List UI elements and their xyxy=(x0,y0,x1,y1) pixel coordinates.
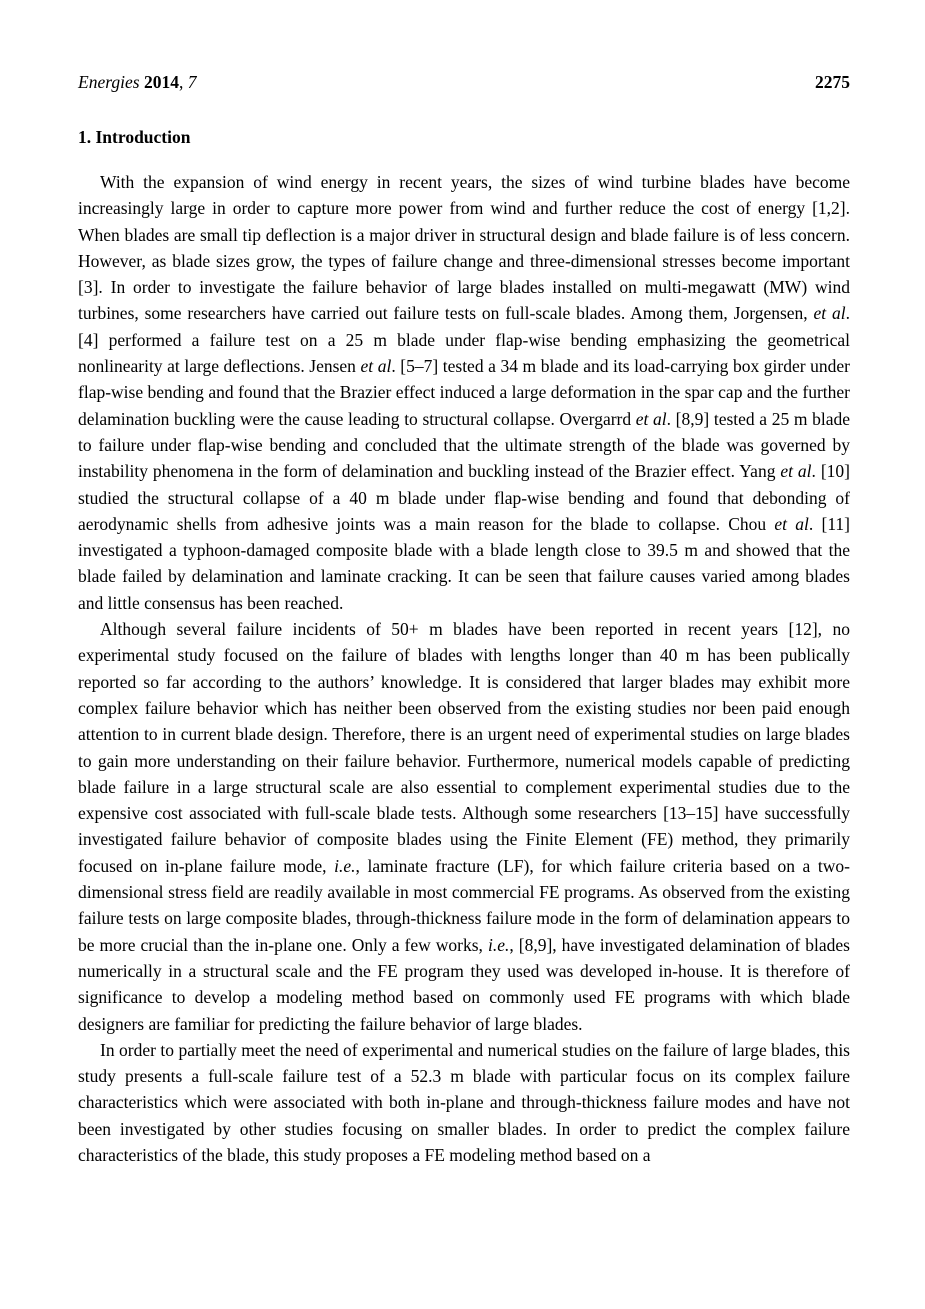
italic-text-run: et al xyxy=(774,513,809,534)
italic-text-run: et al xyxy=(635,408,667,429)
italic-text-run: et al xyxy=(780,461,812,482)
journal-reference xyxy=(78,72,196,92)
text-run: . [8,9] tested a 25 m blade to failure under flap-wise bending and concluded that the ultimate strength of the blade was governed by instability phenomena in the form of delamination and buckling instead of the Brazier effect. Yang xyxy=(78,408,850,482)
paragraph xyxy=(78,1037,850,1168)
section-heading: 1. Introduction xyxy=(78,127,191,147)
text-run: . [10] studied the structural collapse of a 40 m blade under flap-wise bending and found that debonding of aerodynamic shells from adhesive joints was a main reason for the blade to collapse. Chou xyxy=(78,461,850,534)
text-run: Although several failure incidents of 50+ m blades have been reported in recent years [12], no experimental study focused on the failure of blades with lengths longer than 40 m has been publically reported so far according to the authors’ knowledge. It is considered that larger blades may exhibit more complex failure behavior which has neither been observed from the existing studies nor been paid enough attention to in current blade design. Therefore, there is an urgent need of experimental studies on large blades to gain more understanding on their failure behavior. Furthermore, numerical models capable of predicting blade failure in a large structural scale are also essential to complement experimental studies due to the expensive cost associated with full-scale blade tests. Although some researchers [13–15] have successfully investigated failure behavior of composite blades using the Finite Element (FE) method, they primarily focused on in-plane failure mode, xyxy=(78,619,850,876)
text-run: In order to partially meet the need of experimental and numerical studies on the failure of large blades, this study presents a full-scale failure test of a 52.3 m blade with particular focus on its complex failure characteristics which were associated with both in-plane and through-thickness failure modes and have not been investigated by other studies focusing on smaller blades. In order to predict the complex failure characteristics of the blade, this study proposes a FE modeling method based on a xyxy=(78,1039,850,1165)
text-run: , [8,9], have investigated delamination of blades numerically in a structural scale and the FE program they used was developed in-house. It is therefore of significance to develop a modeling method based on commonly used FE programs with which blade designers are familiar for predicting the failure behavior of large blades. xyxy=(78,934,850,1034)
italic-text-run: et al xyxy=(813,303,846,324)
journal-separator: , xyxy=(178,72,188,92)
journal-volume: 7 xyxy=(187,72,197,92)
journal-name: Energies xyxy=(78,72,140,92)
article-body xyxy=(78,169,850,1168)
page-number: 2275 xyxy=(815,72,850,92)
italic-text-run: et al xyxy=(360,356,392,377)
italic-text-run: i.e. xyxy=(334,855,356,876)
text-run: . [4] performed a failure test on a 25 m blade under flap-wise bending emphasizing the geometrical nonlinearity at large deflections. Jensen xyxy=(78,303,850,377)
text-run: . [11] investigated a typhoon-damaged composite blade with a blade length close to 39.5 m and showed that the blade failed by delamination and laminate cracking. It can be seen that failure causes varied among blades and little consensus has been reached. xyxy=(78,513,851,613)
paragraph xyxy=(78,169,850,616)
text-run: , laminate fracture (LF), for which failure criteria based on a two-dimensional stress field are readily available in most commercial FE programs. As observed from the existing failure tests on large composite blades, through-thickness failure mode in the form of delamination appears to be more crucial than the in-plane one. Only a few works, xyxy=(78,855,850,955)
text-run: With the expansion of wind energy in recent years, the sizes of wind turbine blades have become increasingly large in order to capture more power from wind and further reduce the cost of energy [1,2]. When blades are small tip deflection is a major driver in structural design and blade failure is of less concern. However, as blade sizes grow, the types of failure change and three-dimensional stresses become important [3]. In order to investigate the failure behavior of large blades installed on multi-megawatt (MW) wind turbines, some researchers have carried out failure tests on full-scale blades. Among them, Jorgensen, xyxy=(78,172,850,324)
text-run: . [5–7] tested a 34 m blade and its load-carrying box girder under flap-wise bending and found that the Brazier effect induced a large deformation in the spar cap and the further delamination buckling were the cause leading to structural collapse. Overgarrd xyxy=(78,356,850,429)
paragraph xyxy=(78,616,850,1037)
italic-text-run: i.e. xyxy=(487,934,510,955)
journal-year: 2014 xyxy=(143,72,179,92)
page-header xyxy=(78,72,850,92)
